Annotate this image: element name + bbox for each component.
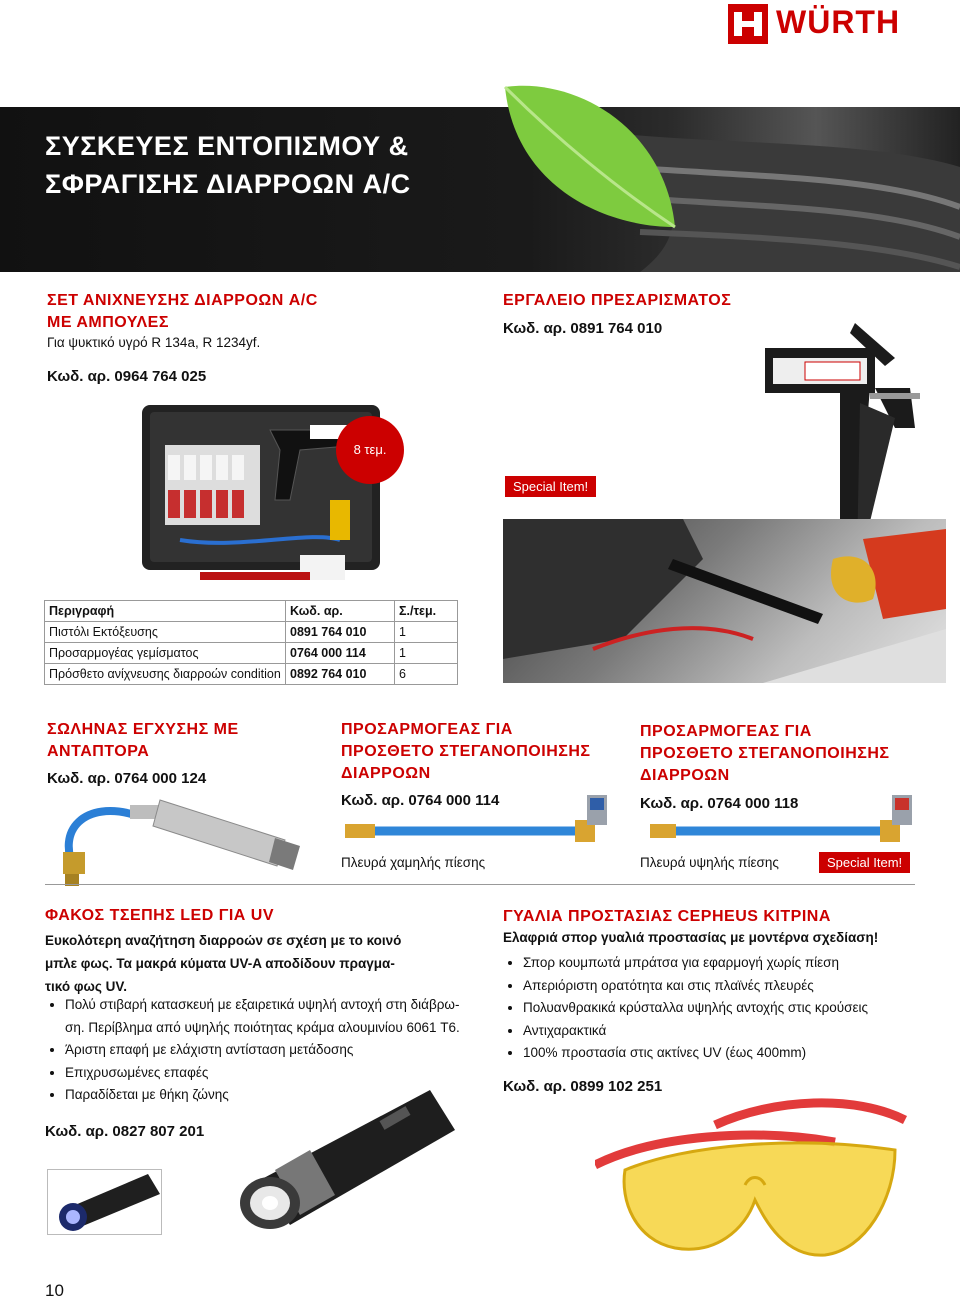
table-cell: Πιστόλι Εκτόξευσης	[45, 622, 286, 643]
flashlight-lead	[45, 929, 401, 998]
glasses-code: Κωδ. αρ. 0899 102 251	[503, 1078, 663, 1095]
gun-special-badge: Special Item!	[505, 476, 596, 497]
wurth-logo-mark	[728, 4, 768, 44]
hose-code: Κωδ. αρ. 0764 000 124	[47, 770, 207, 787]
adapter-high-title	[640, 721, 890, 787]
table-header-cell: Περιγραφή	[45, 601, 286, 622]
list-item: • Αντιχαρακτικά	[523, 1020, 953, 1043]
hero-title-line2: ΣΦΡΑΓΙΣΗΣ ΔΙΑΡΡΟΩΝ A/C	[45, 169, 411, 199]
table-row	[45, 664, 458, 685]
adapter-high-title-line1: ΠΡΟΣΑΡΜΟΓΕΑΣ ΓΙΑ	[640, 723, 812, 740]
kit-code: Κωδ. αρ. 0964 764 025	[47, 368, 207, 385]
hero-title-line1: ΣΥΣΚΕΥΕΣ ΕΝΤΟΠΙΣΜΟΥ &	[45, 131, 409, 161]
list-item: • Επιχρυσωμένες επαφές	[65, 1062, 495, 1085]
adapter-low-image	[345, 790, 615, 850]
table-header-cell: Κωδ. αρ.	[286, 601, 395, 622]
list-item: • Άριστη επαφή με ελάχιστη αντίσταση μετάδοσης	[65, 1039, 495, 1062]
glasses-lead: Ελαφριά σπορ γυαλιά προστασίας με μοντέρνα σχεδίαση!	[503, 930, 879, 945]
hose-title-line1: ΣΩΛΗΝΑΣ ΕΓΧΥΣΗΣ ΜΕ	[47, 721, 239, 738]
adapter-low-title-line1: ΠΡΟΣΑΡΜΟΓΕΑΣ ΓΙΑ	[341, 721, 513, 738]
kit-contents-table	[44, 600, 458, 685]
glasses-features	[503, 952, 953, 1065]
list-item: • 100% προστασία στις ακτίνες UV (έως 400mm)	[523, 1042, 953, 1065]
flashlight-lead-line2: μπλε φως. Τα μακρά κύματα UV-A αποδίδουν πραγμα-	[45, 956, 395, 971]
adapter-high-code: Κωδ. αρ. 0764 000 118	[640, 795, 799, 812]
table-header-cell: Σ./τεμ.	[395, 601, 458, 622]
wurth-logo-text: WÜRTH	[776, 4, 901, 40]
kit-title	[47, 290, 318, 334]
list-item: • Πολυανθρακικά κρύσταλλα υψηλής αντοχής στις κρούσεις	[523, 997, 953, 1020]
table-cell: 6	[395, 664, 458, 685]
table-row	[45, 643, 458, 664]
table-cell: 0892 764 010	[286, 664, 395, 685]
hero-title	[45, 127, 411, 203]
leaf-icon	[495, 77, 685, 237]
hero-banner	[0, 107, 960, 272]
flashlight-small-image	[47, 1169, 162, 1235]
gun-in-use-photo	[503, 519, 946, 683]
section-divider	[45, 884, 915, 885]
hose-title	[47, 719, 239, 763]
table-cell: Προσαρμογέας γεμίσματος	[45, 643, 286, 664]
adapter-low-title	[341, 719, 591, 785]
flashlight-large-image	[230, 1085, 460, 1250]
flashlight-feature-1-continued: ση. Περίβλημα από υψηλής ποιότητας κράμα αλουμινίου 6061 T6.	[65, 1019, 460, 1035]
flashlight-lead-line1: Ευκολότερη αναζήτηση διαρροών σε σχέση με το κοινό	[45, 933, 402, 948]
safety-glasses-image	[595, 1090, 910, 1265]
hose-injector-image	[45, 790, 325, 890]
kit-subtitle: Για ψυκτικό υγρό R 134a, R 1234yf.	[47, 335, 261, 350]
kit-title-line1: ΣΕΤ ΑΝΙΧΝΕΥΣΗΣ ΔΙΑΡΡΟΩΝ A/C	[47, 292, 318, 309]
flashlight-lead-line3: τικό φως UV.	[45, 979, 127, 994]
list-item: • Σπορ κουμπωτά μπράτσα για εφαρμογή χωρίς πίεση	[523, 952, 953, 975]
page-number: 10	[45, 1281, 64, 1300]
table-cell: 1	[395, 622, 458, 643]
glasses-title: ΓΥΑΛΙΑ ΠΡΟΣΤΑΣΙΑΣ CEPHEUS ΚΙΤΡΙΝΑ	[503, 908, 831, 925]
table-header-row	[45, 601, 458, 622]
flashlight-title: ΦΑΚΟΣ ΤΣΕΠΗΣ LED ΓΙΑ UV	[45, 907, 275, 924]
list-item	[65, 994, 495, 1039]
adapter-high-special-badge: Special Item!	[819, 852, 910, 873]
adapter-low-caption: Πλευρά χαμηλής πίεσης	[341, 855, 486, 870]
adapter-high-title-line2: ΠΡΟΣΘΕΤΟ ΣΤΕΓΑΝΟΠΟΙΗΣΗΣ	[640, 745, 890, 762]
adapter-high-image	[650, 790, 930, 850]
adapter-low-code: Κωδ. αρ. 0764 000 114	[341, 792, 500, 809]
table-cell: 1	[395, 643, 458, 664]
kit-quantity-badge	[336, 416, 404, 484]
table-cell: 0764 000 114	[286, 643, 395, 664]
list-item: • Παραδίδεται με θήκη ζώνης	[65, 1084, 495, 1107]
flashlight-code: Κωδ. αρ. 0827 807 201	[45, 1123, 205, 1140]
adapter-low-title-line3: ΔΙΑΡΡΟΩΝ	[341, 765, 431, 782]
list-item: • Απεριόριστη ορατότητα και στις πλαϊνές πλευρές	[523, 975, 953, 998]
flashlight-feature-1: Πολύ στιβαρή κατασκευή με εξαιρετικά υψηλή αντοχή στη διάβρω-	[65, 997, 460, 1012]
table-cell: 0891 764 010	[286, 622, 395, 643]
kit-quantity-badge-text: 8 τεμ.	[353, 442, 387, 457]
adapter-low-title-line2: ΠΡΟΣΘΕΤΟ ΣΤΕΓΑΝΟΠΟΙΗΣΗΣ	[341, 743, 591, 760]
adapter-high-caption: Πλευρά υψηλής πίεσης	[640, 855, 779, 870]
table-cell: Πρόσθετο ανίχνευσης διαρροών condition	[45, 664, 286, 685]
gun-title: ΕΡΓΑΛΕΙΟ ΠΡΕΣΑΡΙΣΜΑΤΟΣ	[503, 292, 732, 309]
hose-title-line2: ΑΝΤΑΠΤΟΡΑ	[47, 743, 150, 760]
table-row	[45, 622, 458, 643]
adapter-high-title-line3: ΔΙΑΡΡΟΩΝ	[640, 767, 730, 784]
kit-title-line2: ΜΕ ΑΜΠΟΥΛΕΣ	[47, 314, 169, 331]
gun-code: Κωδ. αρ. 0891 764 010	[503, 320, 663, 337]
wurth-logo	[728, 2, 918, 46]
